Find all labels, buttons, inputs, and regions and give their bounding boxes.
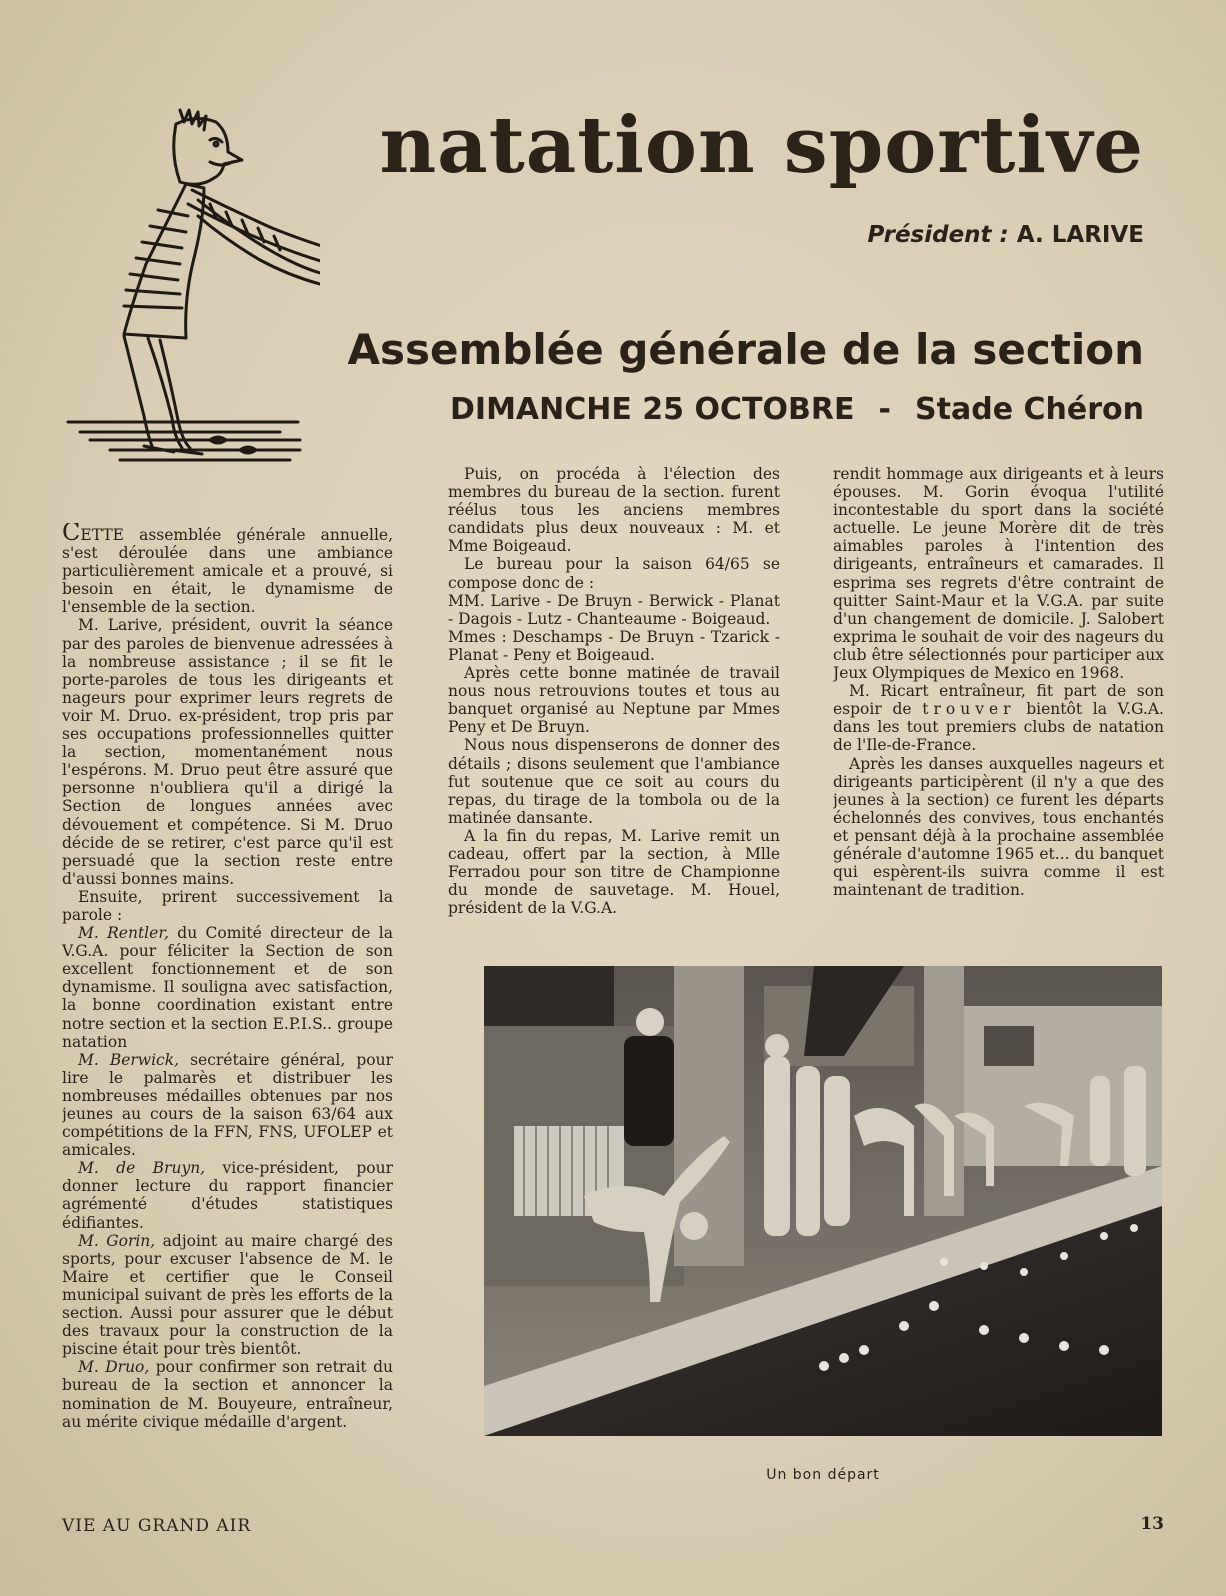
section-title: natation sportive	[379, 100, 1144, 191]
paragraph: Après les danses auxquelles nageurs et dirigeants participèrent (il n'y a que des jeunes à la section) ce furent les départs échelonnés des convives, tous enchantés et pensant déjà à la prochaine assemblée générale d'automne 1965 et... du banquet qui espèrent-ils suivra comme il est maintenant de tradition.	[833, 754, 1164, 900]
paragraph: A la fin du repas, M. Larive remit un cadeau, offert par la section, à Mlle Ferradou pour son titre de Championne du monde de sauvetage. M. Houel, président de la V.G.A.	[448, 826, 780, 918]
paragraph: Le bureau pour la saison 64/65 se compose donc de :	[448, 555, 780, 592]
speaker-name: M. Berwick,	[78, 1050, 180, 1069]
paragraph	[62, 1051, 393, 1160]
paragraph: M. Larive, président, ouvrit la séance par des paroles de bienvenue adressées à la nombreuse assistance ; il se fit le porte-paroles de tous les dirigeants et nageurs pour exprimer leurs regrets de voir M. Druo. ex-président, trop pris par ses occupations professionnelles quitter la section, momentanément nous l'espérons. M. Druo peut être assuré que personne n'oubliera qu'il a dirigé la Section de longues années avec dévouement et compétence. Si M. Druo décide de se retirer, c'est parce qu'il est persuadé que la section reste entre d'aussi bonnes mains.	[62, 616, 393, 888]
article-column-2	[448, 465, 780, 940]
paragraph-text: M. Ricart entraîneur, fit part de son espoir de	[833, 682, 1164, 719]
magazine-name: VIE AU GRAND AIR	[62, 1516, 252, 1536]
photo-caption: Un bon départ	[766, 1467, 880, 1483]
paragraph	[62, 1358, 393, 1430]
president-name: A. LARIVE	[1016, 222, 1144, 248]
speaker-name: M. de Bruyn,	[78, 1159, 206, 1178]
paragraph: Mmes : Deschamps - De Bruyn - Tzarick - Planat - Peny et Boigeaud.	[448, 627, 780, 664]
president-line	[867, 222, 1144, 248]
paragraph	[62, 1232, 393, 1359]
paragraph	[833, 682, 1164, 754]
speaker-name: M. Rentler,	[78, 924, 169, 943]
speaker-name: M. Druo,	[78, 1358, 150, 1377]
paragraph: Ensuite, prirent successivement la parole :	[62, 887, 393, 924]
president-role: Président :	[867, 222, 1009, 248]
subhead-separator: -	[878, 392, 891, 427]
subhead-place: Stade Chéron	[915, 392, 1144, 427]
article-subhead	[450, 392, 1144, 427]
subhead-date: DIMANCHE 25 OCTOBRE	[450, 392, 855, 427]
paragraph: rendit hommage aux dirigeants et à leurs épouses. M. Gorin évoqua l'utilité incontestable du sport dans la société actuelle. Le jeune Morère dit de très aimables paroles à l'intention des dirigeants, entraîneurs et camarades. Il esprima ses regrets d'être contraint de quitter Saint-Maur et la V.G.A. par suite d'un changement de domicile. J. Salobert exprima le souhait de voir des nageurs du club être sélectionnés pour participer aux Jeux Olympiques de Mexico en 1968.	[833, 465, 1164, 683]
paragraph-text: bientôt la V.G.A. dans les tout premiers clubs de natation de l'Ile-de-France.	[833, 700, 1164, 755]
pool-photo	[484, 966, 1162, 1436]
paragraph: Puis, on procéda à l'élection des membres du bureau de la section. furent réélus tous les anciens membres candidats plus deux nouveaux : M. et Mme Boigeaud.	[448, 465, 780, 556]
paragraph-text: du Comité directeur de la V.G.A. pour féliciter la Section de son excellent fonctionnement et de son dynamisme. Il souligna avec satisfaction, la bonne coordination existant entre notre section et la section E.P.I.S.. groupe natation	[62, 924, 393, 1051]
paragraph-text: pour confirmer son retrait du bureau de la section et annoncer la nomination de M. Bouyeure, entraîneur, au mérite civique médaille d'argent.	[62, 1358, 393, 1431]
article-headline: Assemblée générale de la section	[347, 325, 1144, 374]
article-column-3	[833, 465, 1164, 940]
paragraph-text: adjoint au maire chargé des sports, pour excuser l'absence de M. le Maire et certifier que le Conseil municipal suivant de près les efforts de la section. Aussi pour assurer que le début des travaux pour la construction de la piscine était pour très bientôt.	[62, 1231, 393, 1359]
paragraph	[62, 924, 393, 1051]
paragraph-text: secrétaire général, pour lire le palmarès et distribuer les nombreuses médailles obtenues par nos jeunes au cours de la saison 63/64 aux compétitions de la FFN, FNS, UFOLEP et amicales.	[62, 1050, 393, 1160]
paragraph	[62, 1159, 393, 1231]
paragraph: Après cette bonne matinée de travail nous nous retrouvions toutes et tous au banquet organisé au Neptune par Mmes Peny et De Bruyn.	[448, 664, 780, 737]
article-column-1	[62, 523, 393, 1493]
drop-cap: C	[62, 523, 81, 546]
spaced-word: trouver	[922, 700, 1016, 719]
paragraph: Nous nous dispenserons de donner des détails ; disons seulement que l'ambiance fut soutenue que ce soit au cours du repas, du tirage de la tombola ou de la matinée dansante.	[448, 736, 780, 827]
paragraph	[62, 523, 393, 616]
page-number: 13	[1140, 1514, 1164, 1534]
speaker-name: M. Gorin,	[78, 1231, 156, 1250]
paragraph: MM. Larive - De Bruyn - Berwick - Planat - Dagois - Lutz - Chanteaume - Boigeaud.	[448, 591, 780, 628]
diver-illustration	[60, 100, 320, 480]
paragraph-text: vice-président, pour donner lecture du rapport financier agrémenté d'études statistiques édifiantes.	[62, 1159, 393, 1232]
paragraph-text: ETTE assemblée générale annuelle, s'est déroulée dans une ambiance particulièrement amicale et a prouvé, si besoin en était, le dynamisme de l'ensemble de la section.	[62, 526, 393, 617]
